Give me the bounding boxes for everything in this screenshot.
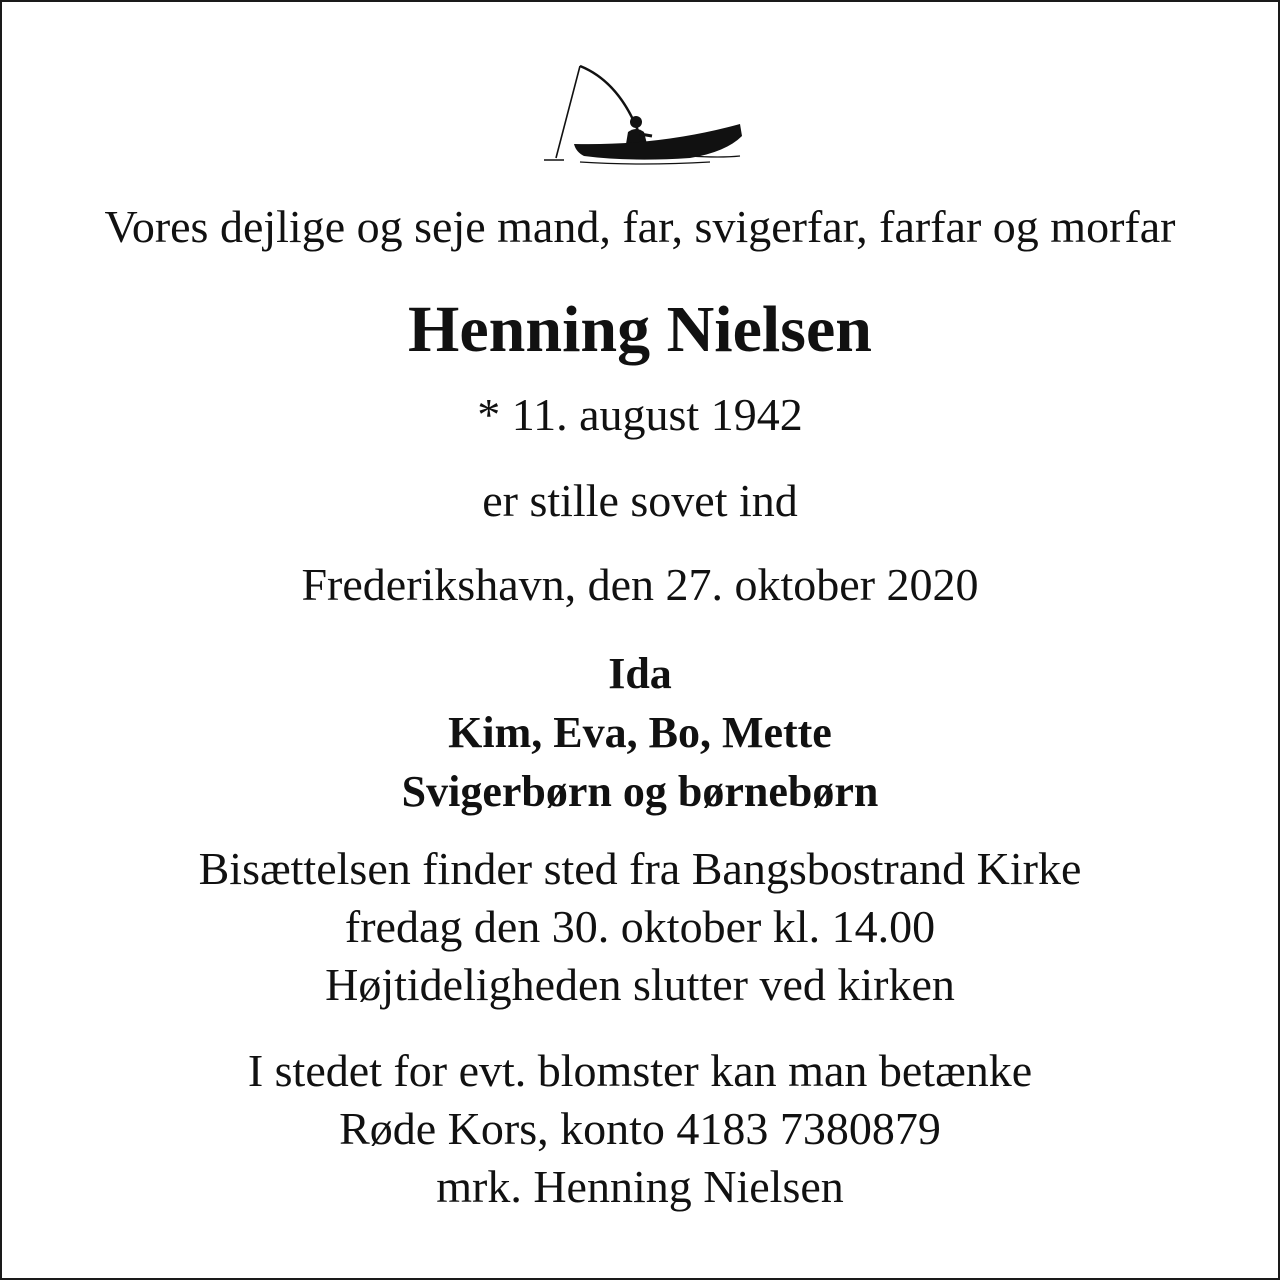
fisherman-in-boat-icon xyxy=(540,62,746,168)
intro-line: Vores dejlige og seje mand, far, svigerfar, farfar og morfar xyxy=(104,201,1176,252)
family-signatures xyxy=(2,644,1278,821)
service-line: Højtideligheden slutter ved kirken xyxy=(325,959,955,1010)
birth-date: * 11. august 1942 xyxy=(477,389,803,440)
family-line: Svigerbørn og børnebørn xyxy=(401,767,879,816)
donation-line: I stedet for evt. blomster kan man betænke xyxy=(247,1045,1033,1096)
service-details xyxy=(2,840,1278,1014)
family-line: Kim, Eva, Bo, Mette xyxy=(448,708,832,757)
service-line: fredag den 30. oktober kl. 14.00 xyxy=(344,901,936,952)
service-line: Bisættelsen finder sted fra Bangsbostrand Kirke xyxy=(198,843,1082,894)
place-and-date: Frederikshavn, den 27. oktober 2020 xyxy=(301,559,979,610)
family-line: Ida xyxy=(608,649,672,698)
passed-away-line: er stille sovet ind xyxy=(482,475,798,526)
deceased-name: Henning Nielsen xyxy=(408,293,872,366)
donation-line: mrk. Henning Nielsen xyxy=(436,1161,844,1212)
donation-line: Røde Kors, konto 4183 7380879 xyxy=(339,1103,941,1154)
donation-details xyxy=(2,1042,1278,1216)
